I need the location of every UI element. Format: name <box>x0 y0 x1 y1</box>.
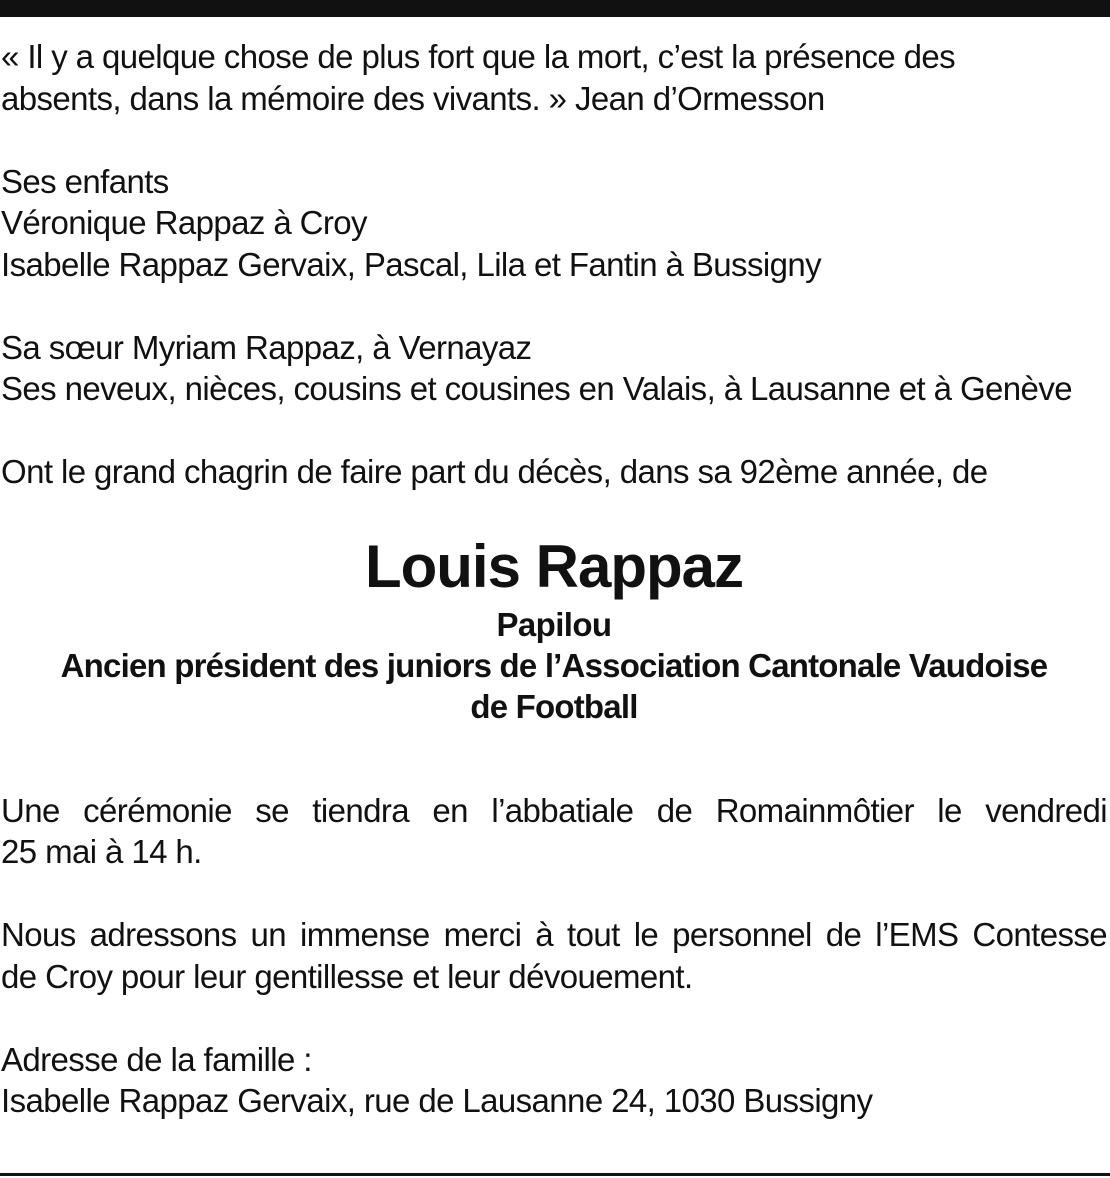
quote-line: « Il y a quelque chose de plus fort que la mort, c’est la présence des <box>1 38 956 75</box>
ceremony-info <box>1 790 1107 873</box>
relative-line: Ses neveux, nièces, cousins et cousines en Valais, à Lausanne et à Genève <box>1 370 1072 407</box>
deceased-nickname: Papilou <box>496 605 612 643</box>
children-section <box>1 161 1107 286</box>
quote <box>1 36 1107 119</box>
top-rule <box>0 0 1110 17</box>
child-line: Véronique Rappaz à Croy <box>1 204 367 241</box>
address-label: Adresse de la famille : <box>1 1040 312 1078</box>
children-heading: Ses enfants <box>1 162 169 200</box>
deceased-title: de Football <box>470 687 638 725</box>
ceremony-line: 25 mai à 14 h. <box>1 833 202 870</box>
thanks <box>1 914 1107 997</box>
obituary-notice <box>1 36 1107 1122</box>
bottom-rule <box>0 1173 1110 1176</box>
child-line: Isabelle Rappaz Gervaix, Pascal, Lila et Fantin à Bussigny <box>1 245 821 283</box>
deceased-name: Louis Rappaz <box>364 532 744 600</box>
quote-line: absents, dans la mémoire des vivants. » Jean d’Ormesson <box>1 79 825 117</box>
relative-line: Sa sœur Myriam Rappaz, à Vernayaz <box>1 328 532 366</box>
thanks-line: Nous adressons un immense merci à tout le personnel de l’EMS Contesse <box>1 916 1107 953</box>
family-address <box>1 1039 1107 1122</box>
thanks-line: de Croy pour leur gentillesse et leur dévouement. <box>1 957 693 995</box>
address-line: Isabelle Rappaz Gervaix, rue de Lausanne 24, 1030 Bussigny <box>1 1082 873 1119</box>
deceased-title: Ancien président des juniors de l’Association Cantonale Vaudoise <box>60 646 1048 684</box>
relatives-section <box>1 327 1107 410</box>
announcement: Ont le grand chagrin de faire part du décès, dans sa 92ème année, de <box>1 453 988 490</box>
ceremony-line: Une cérémonie se tiendra en l’abbatiale de Romainmôtier le vendredi <box>1 791 1107 829</box>
